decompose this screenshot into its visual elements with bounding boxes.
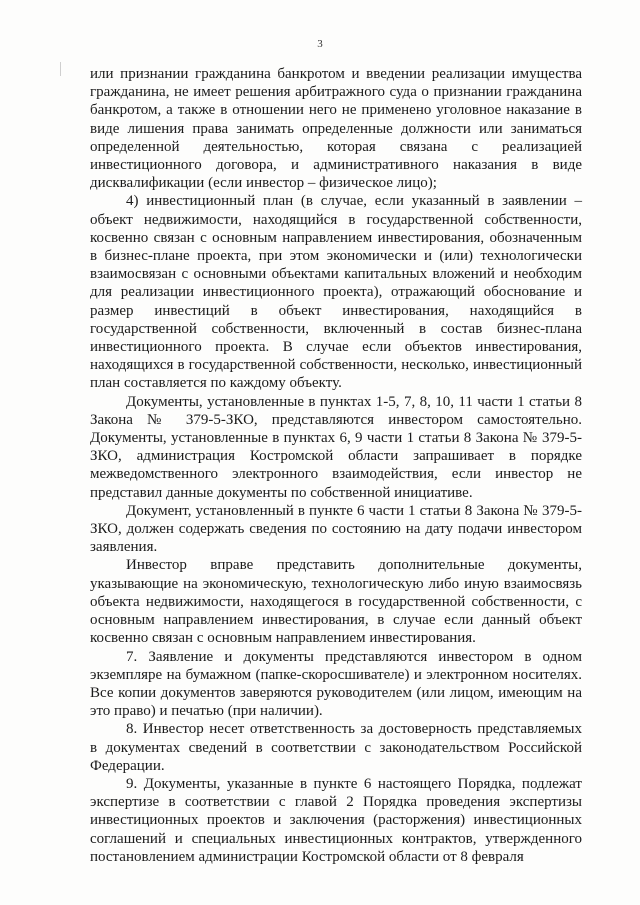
document-body	[90, 65, 582, 866]
paragraph-item-9: 9. Документы, указанные в пункте 6 настоящего Порядка, подлежат экспертизе в соответствии с главой 2 Порядка проведения экспертизы инвестиционных проектов и заключения (расторжения) инвестиционных соглашений и специальных инвестиционных контрактов, утвержденного постановлением администрации Костромской области от 8 февраля	[90, 775, 582, 865]
paragraph-document-item-6: Документ, установленный в пункте 6 части 1 статьи 8 Закона № 379-5-ЗКО, должен содержать сведения по состоянию на дату подачи инвестором заявления.	[90, 502, 582, 556]
page-number: 3	[317, 38, 323, 50]
paragraph-investor-right: Инвестор вправе представить дополнительные документы, указывающие на экономическую, технологическую либо иную взаимосвязь объекта недвижимости, находящегося в государственной собственности, с основным направлением инвестирования, в случае если данный объект косвенно связан с основным направлением инвестирования.	[90, 557, 582, 647]
paragraph-documents: Документы, установленные в пунктах 1-5, 7, 8, 10, 11 части 1 статьи 8 Закона № 379-5-ЗКО, представляются инвестором самостоятельно. Документы, установленные в пунктах 6, 9 части 1 статьи 8 Закона № 379-5-ЗКО, администрация Костромской области запрашивает в порядке межведомственного электронного взаимодействия, если инвестор не представил данные документы по собственной инициативе.	[90, 393, 582, 501]
paragraph-continuation: или признании гражданина банкротом и введении реализации имущества гражданина, не имеет решения арбитражного суда о признании гражданина банкротом, а также в отношении него не применено уголовное наказание в виде лишения права занимать определенные должности или заниматься определенной деятельностью, которая связана с реализацией инвестиционного договора, и административного наказания в виде дисквалификации (если инвестор – физическое лицо);	[90, 66, 582, 192]
margin-mark	[60, 62, 61, 76]
paragraph-item-7: 7. Заявление и документы представляются инвестором в одном экземпляре на бумажном (папке-скоросшивателе) и электронном носителях. Все копии документов заверяются руководителем (или лицом, имеющим на это право) и печатью (при наличии).	[90, 648, 582, 720]
paragraph-item-8: 8. Инвестор несет ответственность за достоверность представляемых в документах сведений в соответствии с законодательством Российской Федерации.	[90, 721, 582, 774]
paragraph-item-4: 4) инвестиционный план (в случае, если указанный в заявлении – объект недвижимости, находящийся в государственной собственности, косвенно связан с основным направлением инвестирования, обозначенным в бизнес-плане проекта, при этом экономически и (или) технологически взаимосвязан с основными объектами капитальных вложений и необходим для реализации инвестиционного проекта), отражающий обоснование и размер инвестиций в объект инвестирования, находящийся в государственной собственности, включенный в состав бизнес-плана инвестиционного проекта. В случае если объектов инвестирования, находящихся в государственной собственности, несколько, инвестиционный план составляется по каждому объекту.	[90, 193, 582, 392]
